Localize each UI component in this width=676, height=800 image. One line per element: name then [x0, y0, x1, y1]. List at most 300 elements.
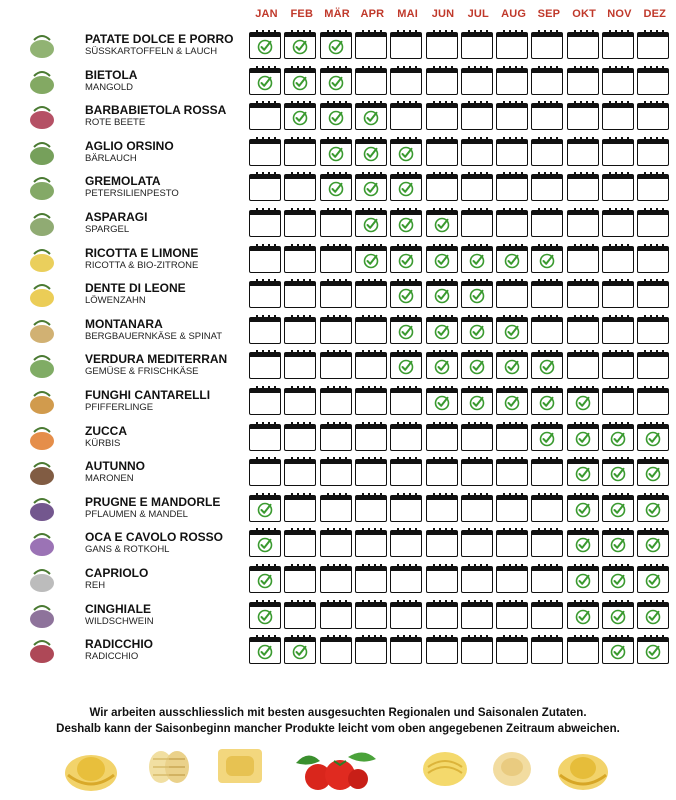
calendar-cell-jul: [461, 352, 493, 379]
table-row: [0, 206, 676, 241]
calendar-cell-mai: [390, 174, 422, 201]
calendar-cell-okt: [567, 210, 599, 237]
calendar-cell-dez: [637, 495, 669, 522]
dish-subtitle: BÄRLAUCH: [85, 152, 137, 164]
calendar-cell-dez: [637, 388, 669, 415]
check-icon: [434, 359, 450, 375]
calendar-cell-okt: [567, 459, 599, 486]
dish-subtitle: RADICCHIO: [85, 651, 139, 663]
calendar-cell-jun: [426, 424, 458, 451]
month-cells: [249, 246, 673, 275]
calendar-cell-aug: [496, 317, 528, 344]
calendar-cell-aug: [496, 32, 528, 59]
calendar-cell-jul: [461, 388, 493, 415]
check-icon: [645, 609, 661, 625]
dish-name: CAPRIOLO: [85, 566, 149, 580]
calendar-cell-mai: [390, 388, 422, 415]
calendar-cell-aug: [496, 637, 528, 664]
month-label-6: JUL: [467, 8, 489, 20]
calendar-cell-nov: [602, 424, 634, 451]
calendar-cell-dez: [637, 352, 669, 379]
calendar-cell-okt: [567, 530, 599, 557]
check-icon: [363, 110, 379, 126]
calendar-cell-nov: [602, 246, 634, 273]
month-cells: [249, 352, 673, 381]
dish-subtitle: LÖWENZAHN: [85, 295, 146, 307]
check-icon: [469, 324, 485, 340]
month-cells: [249, 602, 673, 631]
calendar-cell-mai: [390, 103, 422, 130]
check-icon: [363, 217, 379, 233]
check-icon: [610, 644, 626, 660]
check-icon: [434, 395, 450, 411]
calendar-cell-mär: [320, 424, 352, 451]
dish-name: FUNGHI CANTARELLI: [85, 388, 211, 402]
calendar-cell-jun: [426, 281, 458, 308]
calendar-cell-jul: [461, 68, 493, 95]
calendar-cell-feb: [284, 281, 316, 308]
calendar-cell-sep: [531, 210, 563, 237]
check-icon: [292, 39, 308, 55]
check-icon: [504, 359, 520, 375]
check-icon: [645, 431, 661, 447]
calendar-cell-nov: [602, 352, 634, 379]
sweet-potato-leek-icon: [24, 30, 60, 60]
calendar-cell-jun: [426, 459, 458, 486]
check-icon: [434, 253, 450, 269]
calendar-cell-aug: [496, 424, 528, 451]
month-cells: [249, 103, 673, 132]
calendar-cell-mär: [320, 174, 352, 201]
calendar-cell-aug: [496, 602, 528, 629]
calendar-cell-dez: [637, 602, 669, 629]
dish-subtitle: PETERSILIENPESTO: [85, 188, 179, 200]
calendar-cell-jan: [249, 32, 281, 59]
check-icon: [257, 502, 273, 518]
calendar-cell-mär: [320, 139, 352, 166]
month-label-10: NOV: [607, 8, 632, 20]
month-cells: [249, 566, 673, 595]
calendar-cell-dez: [637, 246, 669, 273]
check-icon: [504, 395, 520, 411]
dish-name: ASPARAGI: [85, 210, 148, 224]
calendar-cell-okt: [567, 32, 599, 59]
calendar-cell-jul: [461, 210, 493, 237]
calendar-cell-nov: [602, 317, 634, 344]
dish-subtitle: PFIFFERLINGE: [85, 402, 154, 413]
calendar-cell-jul: [461, 424, 493, 451]
calendar-cell-aug: [496, 246, 528, 273]
calendar-cell-dez: [637, 174, 669, 201]
month-cells: [249, 174, 673, 203]
dish-subtitle: REH: [85, 580, 106, 591]
calendar-cell-jun: [426, 246, 458, 273]
dish-name: BIETOLA: [85, 67, 138, 82]
calendar-cell-feb: [284, 210, 316, 237]
dish-subtitle: GANS & ROTKOHL: [85, 544, 170, 556]
red-cabbage-icon: [24, 528, 60, 558]
dish-name: BARBABIETOLA ROSSA: [85, 103, 227, 118]
calendar-cell-okt: [567, 281, 599, 308]
calendar-cell-jun: [426, 68, 458, 95]
calendar-cell-feb: [284, 103, 316, 130]
dish-name: AUTUNNO: [85, 459, 145, 474]
calendar-cell-okt: [567, 317, 599, 344]
dish-name: PRUGNE E MANDORLE: [85, 494, 221, 509]
calendar-cell-mai: [390, 32, 422, 59]
calendar-cell-sep: [531, 602, 563, 629]
chanterelle-icon: [24, 386, 60, 416]
calendar-cell-feb: [284, 495, 316, 522]
dish-subtitle: PFLAUMEN & MANDEL: [85, 508, 188, 520]
calendar-cell-dez: [637, 68, 669, 95]
calendar-cell-apr: [355, 602, 387, 629]
calendar-cell-dez: [637, 32, 669, 59]
calendar-cell-mai: [390, 637, 422, 664]
calendar-cell-nov: [602, 566, 634, 593]
calendar-cell-jun: [426, 174, 458, 201]
table-row: [0, 633, 676, 668]
calendar-cell-jan: [249, 246, 281, 273]
beetroot-icon: [24, 101, 60, 131]
dish-name: RICOTTA E LIMONE: [85, 245, 199, 260]
calendar-cell-okt: [567, 68, 599, 95]
calendar-cell-aug: [496, 139, 528, 166]
calendar-cell-apr: [355, 210, 387, 237]
dish-subtitle: SPARGEL: [85, 224, 130, 235]
calendar-cell-mai: [390, 352, 422, 379]
check-icon: [434, 288, 450, 304]
month-cells: [249, 210, 673, 239]
dish-name: PATATE DOLCE E PORRO: [85, 32, 234, 46]
calendar-cell-mär: [320, 68, 352, 95]
calendar-cell-dez: [637, 281, 669, 308]
calendar-cell-aug: [496, 459, 528, 486]
calendar-cell-apr: [355, 281, 387, 308]
footer-line-1: Wir arbeiten ausschliesslich mit besten ausgesuchten Regionalen und Saisonalen Zutaten.: [89, 707, 587, 719]
check-icon: [292, 75, 308, 91]
month-header: [249, 8, 673, 26]
calendar-cell-jun: [426, 566, 458, 593]
calendar-cell-feb: [284, 530, 316, 557]
asparagus-icon: [24, 208, 60, 238]
calendar-cell-sep: [531, 317, 563, 344]
month-cells: [249, 32, 673, 61]
calendar-cell-apr: [355, 317, 387, 344]
parsley-icon: [24, 172, 60, 202]
calendar-cell-apr: [355, 424, 387, 451]
check-icon: [328, 146, 344, 162]
month-label-9: OKT: [572, 8, 597, 20]
calendar-cell-sep: [531, 139, 563, 166]
plum-almond-icon: [24, 493, 60, 523]
calendar-cell-mär: [320, 637, 352, 664]
month-cells: [249, 459, 673, 488]
calendar-cell-mär: [320, 495, 352, 522]
check-icon: [575, 431, 591, 447]
table-row: [0, 277, 676, 312]
dish-name: GREMOLATA: [85, 174, 161, 189]
calendar-cell-apr: [355, 174, 387, 201]
calendar-cell-sep: [531, 246, 563, 273]
calendar-cell-apr: [355, 246, 387, 273]
calendar-cell-mai: [390, 602, 422, 629]
month-cells: [249, 68, 673, 97]
tortelloni-icon: [555, 745, 611, 793]
dandelion-icon: [24, 279, 60, 309]
calendar-cell-aug: [496, 68, 528, 95]
calendar-cell-dez: [637, 103, 669, 130]
calendar-cell-jun: [426, 139, 458, 166]
calendar-cell-jul: [461, 566, 493, 593]
calendar-cell-okt: [567, 103, 599, 130]
dish-subtitle: MARONEN: [85, 473, 134, 485]
calendar-cell-jun: [426, 103, 458, 130]
month-label-4: MAI: [397, 8, 419, 20]
calendar-cell-jan: [249, 281, 281, 308]
calendar-cell-mai: [390, 246, 422, 273]
calendar-cell-apr: [355, 103, 387, 130]
calendar-cell-apr: [355, 32, 387, 59]
calendar-cell-feb: [284, 424, 316, 451]
calendar-cell-jun: [426, 210, 458, 237]
calendar-cell-feb: [284, 317, 316, 344]
calendar-cell-aug: [496, 566, 528, 593]
month-cells: [249, 637, 673, 666]
calendar-cell-dez: [637, 210, 669, 237]
table-row: [0, 135, 676, 170]
radicchio-icon: [24, 635, 60, 665]
month-label-1: FEB: [290, 8, 314, 20]
calendar-cell-apr: [355, 495, 387, 522]
calendar-cell-dez: [637, 566, 669, 593]
table-row: [0, 28, 676, 63]
calendar-cell-mai: [390, 530, 422, 557]
calendar-cell-jun: [426, 317, 458, 344]
calendar-cell-mär: [320, 566, 352, 593]
calendar-cell-nov: [602, 68, 634, 95]
calendar-cell-apr: [355, 566, 387, 593]
check-icon: [645, 502, 661, 518]
check-icon: [469, 395, 485, 411]
calendar-cell-jul: [461, 174, 493, 201]
dish-subtitle: MANGOLD: [85, 81, 134, 93]
calendar-cell-okt: [567, 352, 599, 379]
calendar-cell-dez: [637, 637, 669, 664]
table-row: [0, 526, 676, 561]
check-icon: [610, 609, 626, 625]
table-row: [0, 491, 676, 526]
check-icon: [292, 110, 308, 126]
calendar-cell-jan: [249, 103, 281, 130]
month-cells: [249, 388, 673, 417]
dish-name: ZUCCA: [85, 423, 127, 438]
calendar-cell-jan: [249, 317, 281, 344]
dish-subtitle: SÜSSKARTOFFELN & LAUCH: [85, 46, 218, 57]
calendar-cell-nov: [602, 174, 634, 201]
calendar-cell-dez: [637, 139, 669, 166]
dish-name: RADICCHIO: [85, 637, 153, 652]
calendar-cell-feb: [284, 602, 316, 629]
check-icon: [645, 644, 661, 660]
calendar-cell-feb: [284, 637, 316, 664]
calendar-cell-mai: [390, 495, 422, 522]
calendar-cell-okt: [567, 602, 599, 629]
month-label-2: MÄR: [324, 8, 350, 20]
calendar-cell-jul: [461, 495, 493, 522]
calendar-cell-mai: [390, 281, 422, 308]
check-icon: [575, 537, 591, 553]
calendar-cell-mär: [320, 317, 352, 344]
calendar-cell-jul: [461, 637, 493, 664]
calendar-cell-okt: [567, 424, 599, 451]
calendar-cell-mär: [320, 281, 352, 308]
ravioli-icon: [215, 745, 265, 787]
calendar-cell-mär: [320, 388, 352, 415]
check-icon: [363, 146, 379, 162]
wild-boar-icon: [24, 600, 60, 630]
calendar-cell-nov: [602, 459, 634, 486]
calendar-cell-aug: [496, 174, 528, 201]
check-icon: [257, 644, 273, 660]
calendar-cell-nov: [602, 103, 634, 130]
table-row: [0, 384, 676, 419]
check-icon: [539, 431, 555, 447]
calendar-cell-mai: [390, 424, 422, 451]
check-icon: [469, 288, 485, 304]
calendar-cell-apr: [355, 459, 387, 486]
calendar-cell-sep: [531, 637, 563, 664]
table-row: [0, 99, 676, 134]
calendar-cell-sep: [531, 495, 563, 522]
calendar-cell-feb: [284, 246, 316, 273]
deer-icon: [24, 564, 60, 594]
ricotta-lemon-icon: [24, 244, 60, 274]
calendar-cell-jun: [426, 388, 458, 415]
month-label-7: AUG: [501, 8, 527, 20]
calendar-cell-mär: [320, 210, 352, 237]
month-cells: [249, 530, 673, 559]
check-icon: [504, 324, 520, 340]
table-row: [0, 455, 676, 490]
calendar-cell-mär: [320, 103, 352, 130]
check-icon: [328, 181, 344, 197]
calendar-cell-aug: [496, 281, 528, 308]
cheese-spinach-icon: [24, 315, 60, 345]
calendar-cell-jan: [249, 388, 281, 415]
calendar-cell-nov: [602, 602, 634, 629]
check-icon: [398, 217, 414, 233]
gnocchi-icon: [146, 745, 192, 789]
calendar-cell-jun: [426, 530, 458, 557]
calendar-cell-okt: [567, 139, 599, 166]
check-icon: [469, 253, 485, 269]
calendar-cell-mai: [390, 459, 422, 486]
calendar-cell-jun: [426, 637, 458, 664]
wild-garlic-icon: [24, 137, 60, 167]
dish-name: VERDURA MEDITERRAN: [85, 352, 228, 367]
vegetables-icon: [24, 350, 60, 380]
calendar-cell-nov: [602, 637, 634, 664]
calendar-cell-mai: [390, 68, 422, 95]
calendar-cell-mär: [320, 352, 352, 379]
check-icon: [575, 573, 591, 589]
dish-subtitle: BERGBAUERNKÄSE & SPINAT: [85, 330, 223, 342]
calendar-cell-mär: [320, 530, 352, 557]
pasta-nest-icon: [420, 745, 470, 789]
check-icon: [398, 359, 414, 375]
calendar-cell-mai: [390, 139, 422, 166]
month-label-8: SEP: [537, 8, 561, 20]
calendar-cell-dez: [637, 459, 669, 486]
table-row: [0, 313, 676, 348]
calendar-cell-sep: [531, 566, 563, 593]
calendar-cell-mai: [390, 210, 422, 237]
calendar-cell-feb: [284, 566, 316, 593]
calendar-cell-sep: [531, 174, 563, 201]
calendar-cell-okt: [567, 566, 599, 593]
check-icon: [434, 217, 450, 233]
calendar-cell-jul: [461, 139, 493, 166]
calendar-cell-jan: [249, 174, 281, 201]
table-row: [0, 242, 676, 277]
check-icon: [257, 609, 273, 625]
month-cells: [249, 139, 673, 168]
tortellone-icon: [62, 745, 120, 793]
calendar-cell-nov: [602, 139, 634, 166]
check-icon: [328, 75, 344, 91]
calendar-cell-jan: [249, 566, 281, 593]
check-icon: [539, 253, 555, 269]
calendar-cell-jun: [426, 602, 458, 629]
calendar-cell-jul: [461, 317, 493, 344]
table-row: [0, 420, 676, 455]
calendar-cell-aug: [496, 103, 528, 130]
calendar-cell-feb: [284, 68, 316, 95]
calendar-cell-dez: [637, 530, 669, 557]
tomato-basil-icon: [286, 745, 386, 795]
calendar-cell-jul: [461, 103, 493, 130]
month-cells: [249, 281, 673, 310]
check-icon: [575, 395, 591, 411]
pumpkin-icon: [24, 422, 60, 452]
calendar-cell-aug: [496, 388, 528, 415]
check-icon: [363, 253, 379, 269]
dish-name: CINGHIALE: [85, 601, 151, 616]
calendar-cell-mär: [320, 32, 352, 59]
calendar-cell-jan: [249, 637, 281, 664]
calendar-cell-mär: [320, 602, 352, 629]
table-row: [0, 64, 676, 99]
check-icon: [469, 359, 485, 375]
month-cells: [249, 495, 673, 524]
chestnut-icon: [24, 457, 60, 487]
table-row: [0, 348, 676, 383]
chard-icon: [24, 66, 60, 96]
calendar-cell-feb: [284, 388, 316, 415]
calendar-cell-okt: [567, 495, 599, 522]
check-icon: [398, 324, 414, 340]
calendar-cell-sep: [531, 459, 563, 486]
table-row: [0, 562, 676, 597]
calendar-cell-nov: [602, 32, 634, 59]
dish-subtitle: RICOTTA & BIO-ZITRONE: [85, 259, 199, 271]
calendar-cell-okt: [567, 174, 599, 201]
calendar-cell-aug: [496, 352, 528, 379]
calendar-cell-jan: [249, 495, 281, 522]
check-icon: [504, 253, 520, 269]
calendar-cell-jul: [461, 530, 493, 557]
